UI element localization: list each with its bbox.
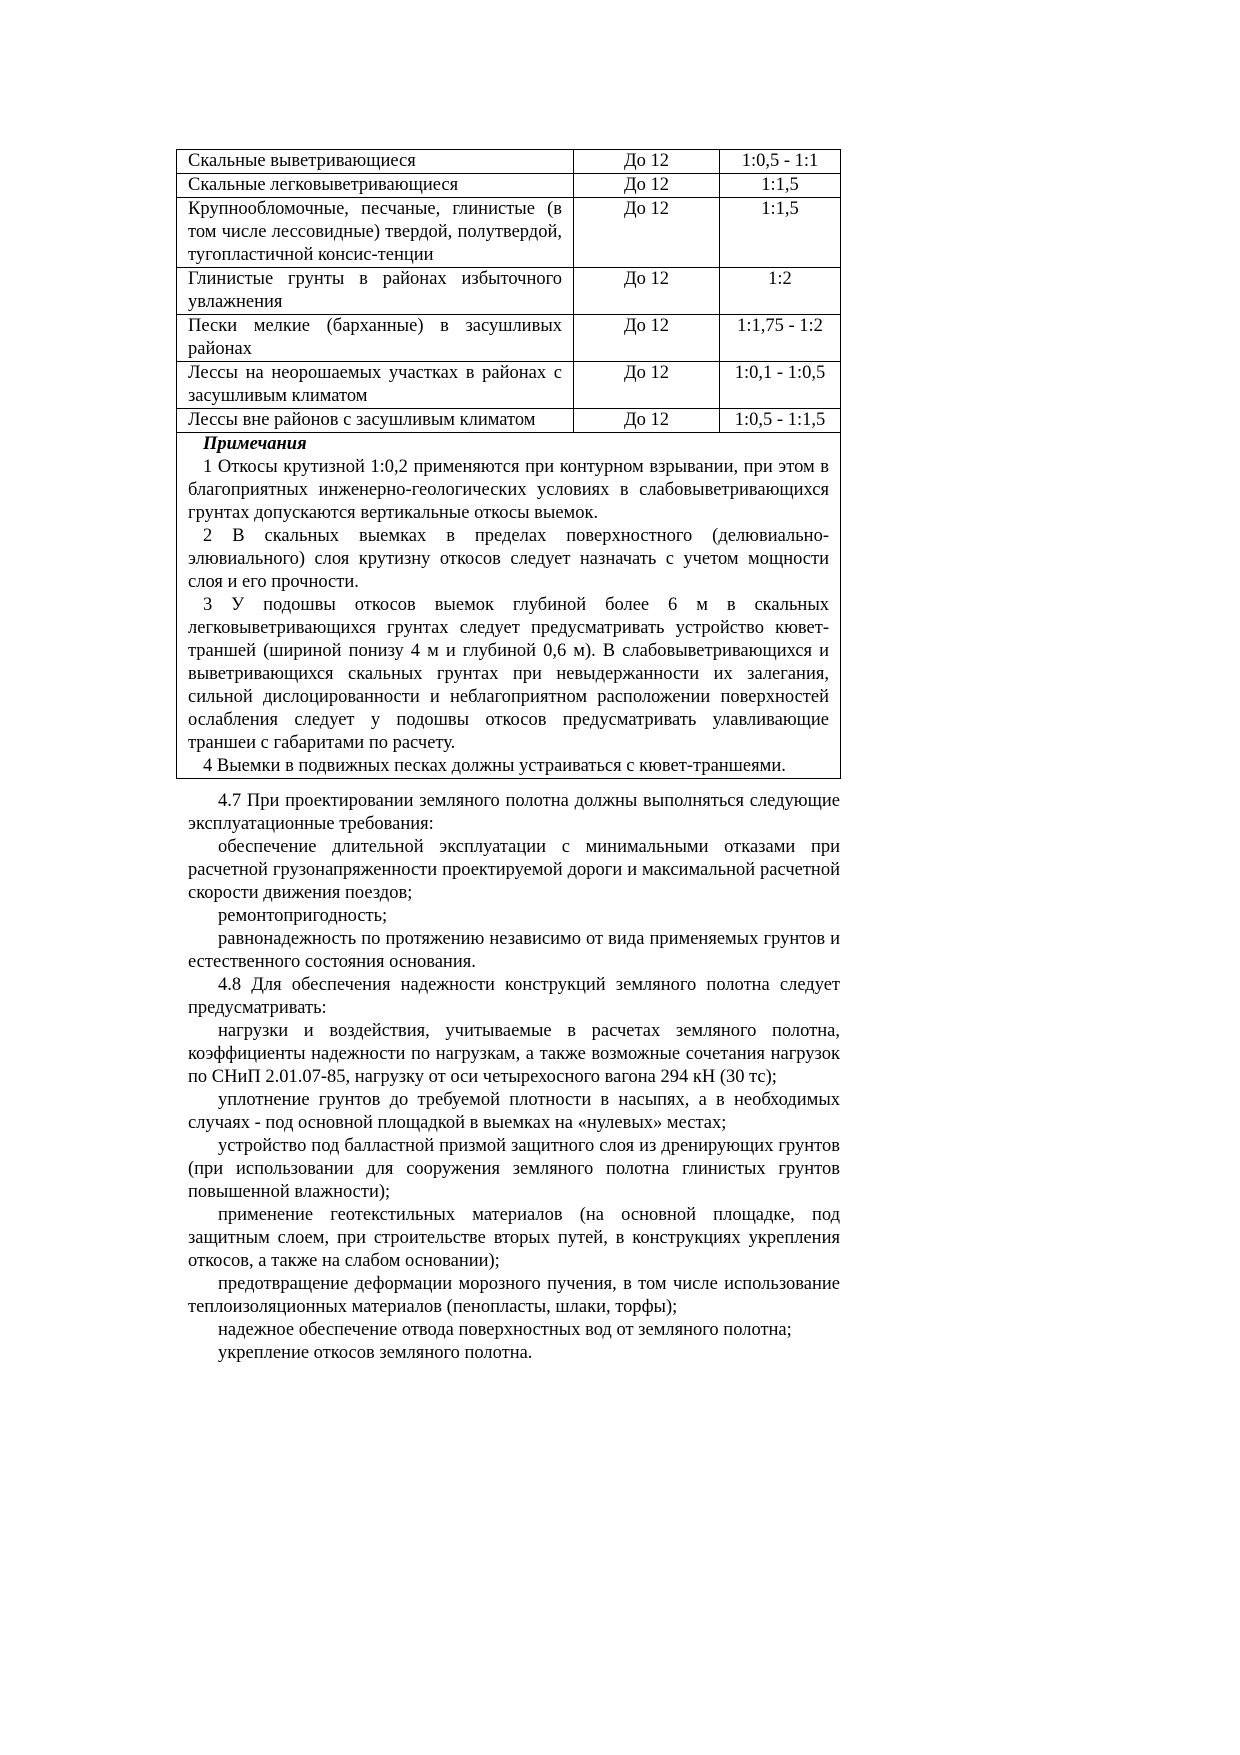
- notes-cell: [177, 433, 841, 779]
- slope-table: [176, 149, 841, 779]
- paragraph-4-8: 4.8 Для обеспечения надежности конструкций земляного полотна следует предусматривать:: [188, 975, 840, 1018]
- paragraph: применение геотекстильных материалов (на основной площадке, под защитным слоем, при строительстве вторых путей, в конструкциях укрепления откосов, а также на слабом основании);: [188, 1205, 840, 1271]
- table-row: [177, 362, 841, 409]
- height-cell: До 12: [574, 150, 720, 174]
- soil-cell: Пески мелкие (барханные) в засушливых районах: [177, 315, 574, 362]
- height-cell: До 12: [574, 409, 720, 433]
- soil-cell: Крупнообломочные, песчаные, глинистые (в том числе лессовидные) твердой, полутвердой, тугопластичной консис-тенции: [177, 198, 574, 268]
- paragraph: обеспечение длительной эксплуатации с минимальными отказами при расчетной грузонапряженности проектируемой дороги и максимальной расчетной скорости движения поездов;: [188, 837, 840, 903]
- document-page: [176, 149, 840, 1365]
- table-row: [177, 268, 841, 315]
- slope-cell: 1:0,5 - 1:1: [720, 150, 841, 174]
- soil-cell: Скальные легковыветривающиеся: [177, 174, 574, 198]
- note-3: 3 У подошвы откосов выемок глубиной более 6 м в скальных легковыветривающихся грунтах следует предусматривать устройство кювет-траншей (шириной понизу 4 м и глубиной 0,6 м). В слабовыветривающихся и выветривающихся скальных грунтах при невыдержанности их залегания, сильной дислоцированности и неблагоприятном расположении поверхностей ослабления следует у подошвы откосов предусматривать улавливающие траншеи с габаритами по расчету.: [188, 595, 829, 753]
- soil-cell: Лессы вне районов с засушливым климатом: [177, 409, 574, 433]
- table-row: [177, 150, 841, 174]
- paragraph: надежное обеспечение отвода поверхностных вод от земляного полотна;: [218, 1320, 792, 1340]
- slope-cell: 1:2: [720, 268, 841, 315]
- paragraph: уплотнение грунтов до требуемой плотности в насыпях, а в необходимых случаях - под основной площадкой в выемках на «нулевых» местах;: [188, 1090, 840, 1133]
- paragraph-4-7: 4.7 При проектировании земляного полотна должны выполняться следующие эксплуатационные требования:: [188, 791, 840, 834]
- soil-cell: Лессы на неорошаемых участках в районах с засушливым климатом: [177, 362, 574, 409]
- paragraph: устройство под балластной призмой защитного слоя из дренирующих грунтов (при использовании для сооружения земляного полотна глинистых грунтов повышенной влажности);: [188, 1136, 840, 1202]
- note-1: 1 Откосы крутизной 1:0,2 применяются при контурном взрывании, при этом в благоприятных инженерно-геологических условиях в слабовыветривающихся грунтах допускаются вертикальные откосы выемок.: [188, 457, 829, 523]
- paragraph: предотвращение деформации морозного пучения, в том числе использование теплоизоляционных материалов (пенопласты, шлаки, торфы);: [188, 1274, 840, 1317]
- height-cell: До 12: [574, 198, 720, 268]
- paragraph: ремонтопригодность;: [218, 906, 388, 926]
- soil-cell: Скальные выветривающиеся: [177, 150, 574, 174]
- paragraph: нагрузки и воздействия, учитываемые в расчетах земляного полотна, коэффициенты надежности по нагрузкам, а также возможные сочетания нагрузок по СНиП 2.01.07-85, нагрузку от оси четырехосного вагона 294 кН (30 тс);: [188, 1021, 840, 1087]
- paragraph: укрепление откосов земляного полотна.: [218, 1343, 533, 1363]
- slope-cell: 1:1,5: [720, 174, 841, 198]
- paragraph: равнонадежность по протяжению независимо от вида применяемых грунтов и естественного состояния основания.: [188, 929, 840, 972]
- slope-cell: 1:0,1 - 1:0,5: [720, 362, 841, 409]
- slope-cell: 1:1,75 - 1:2: [720, 315, 841, 362]
- notes-row: [177, 433, 841, 779]
- height-cell: До 12: [574, 268, 720, 315]
- body-text: [176, 790, 840, 1365]
- table-row: [177, 409, 841, 433]
- height-cell: До 12: [574, 315, 720, 362]
- height-cell: До 12: [574, 174, 720, 198]
- table-row: [177, 198, 841, 268]
- slope-cell: 1:1,5: [720, 198, 841, 268]
- soil-cell: Глинистые грунты в районах избыточного увлажнения: [177, 268, 574, 315]
- table-row: [177, 315, 841, 362]
- height-cell: До 12: [574, 362, 720, 409]
- table-row: [177, 174, 841, 198]
- slope-cell: 1:0,5 - 1:1,5: [720, 409, 841, 433]
- note-2: 2 В скальных выемках в пределах поверхностного (делювиально-элювиального) слоя крутизну откосов следует назначать с учетом мощности слоя и его прочности.: [188, 526, 829, 592]
- note-4: 4 Выемки в подвижных песках должны устраиваться с кювет-траншеями.: [203, 756, 786, 776]
- notes-title: Примечания: [203, 434, 307, 454]
